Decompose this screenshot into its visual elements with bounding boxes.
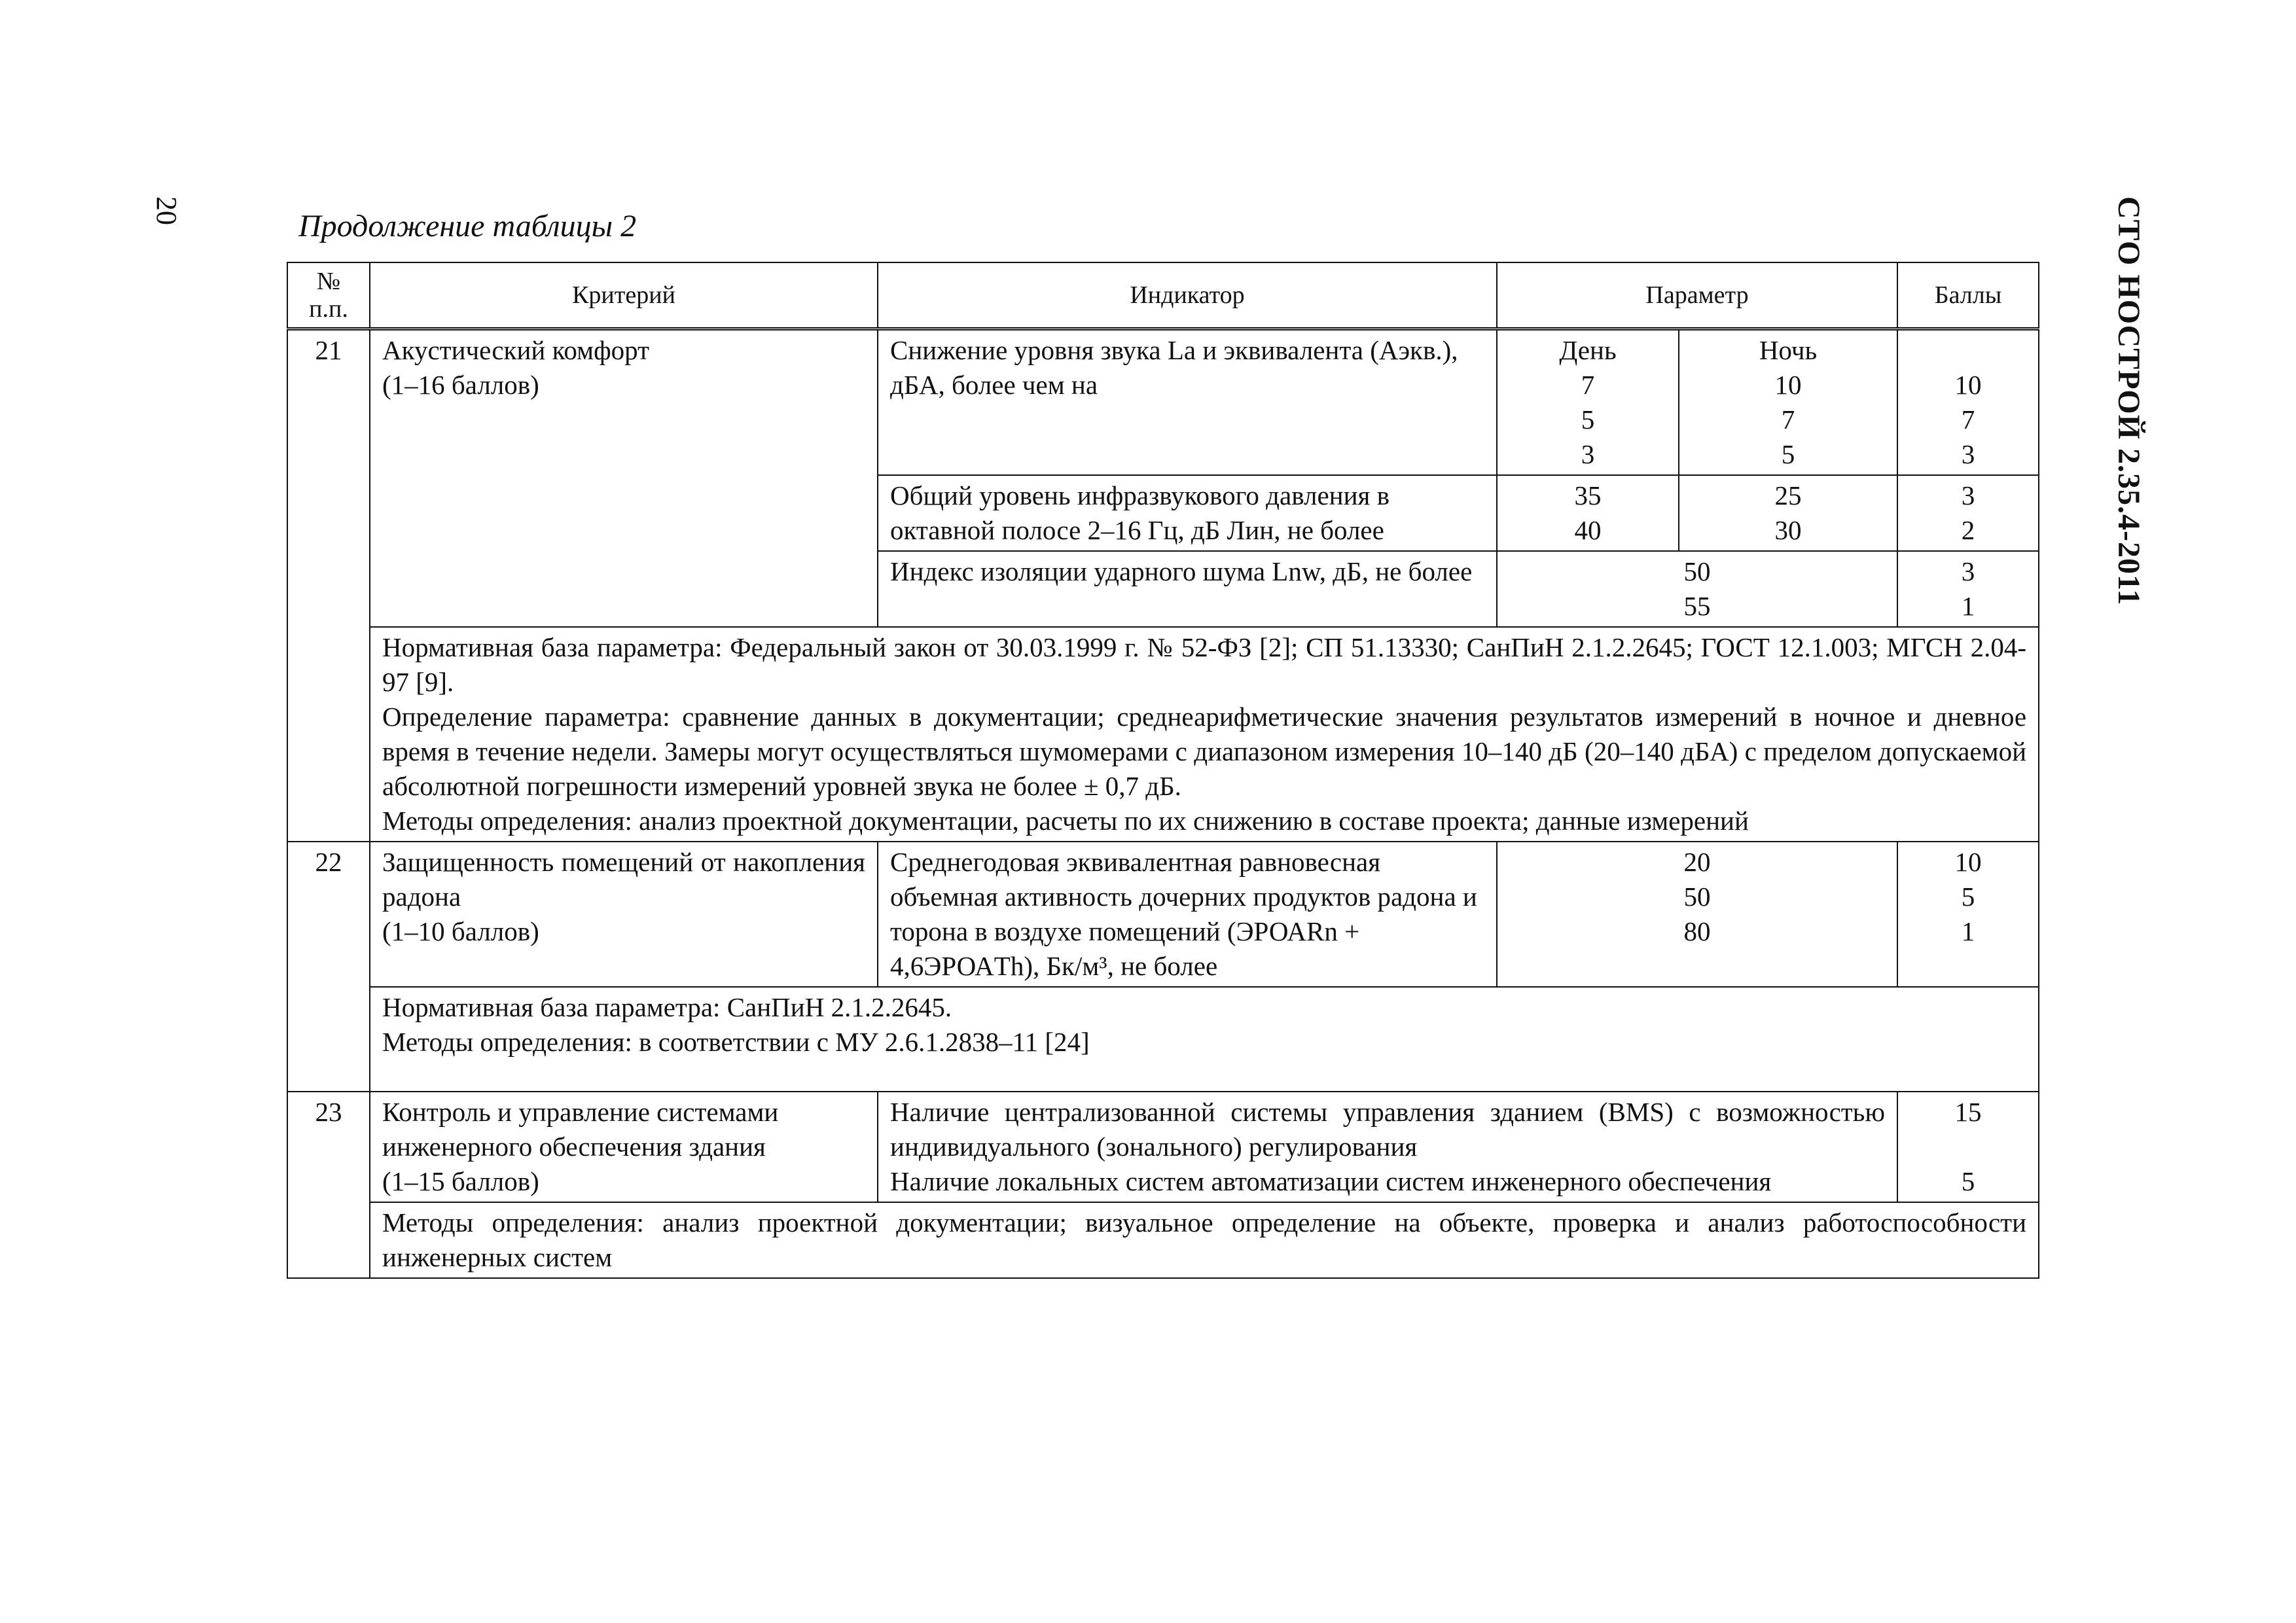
criterion-cell: Акустический комфорт (1–16 баллов): [370, 329, 878, 628]
points-cell: 10 7 3: [1897, 329, 2039, 476]
day-values: 7 5 3: [1581, 370, 1595, 469]
table-row: [287, 1202, 2039, 1278]
header-indicator: Индикатор: [878, 262, 1497, 329]
indicator-local: Наличие локальных систем автоматизации систем инженерного обеспечения: [890, 1166, 1772, 1196]
table-row: [287, 1092, 2039, 1202]
note-normative: Нормативная база параметра: СанПиН 2.1.2.2645.: [382, 992, 952, 1022]
document-code: СТО НОСТРОЙ 2.35.4-2011: [2111, 196, 2146, 606]
row-number: 23: [287, 1092, 370, 1278]
note-methods: Методы определения: анализ проектной документации, расчеты по их снижению в составе проекта; данные измерений: [382, 806, 1749, 836]
note-definition: Определение параметра: сравнение данных в документации; среднеарифметические значения результатов измерений в ночное и дневное время в течение недели. Замеры могут осуществляться шумомерами с диапазоном измерения 10–140 дБ (20–140 дБА) с пределом допускаемой абсолютной погрешности измерений уровней звука не более ± 0,7 дБ.: [382, 702, 2027, 801]
indicator-bms: Наличие централизованной системы управления зданием (BMS) с возможностью индивидуального (зонального) регулирования: [890, 1097, 1886, 1162]
header-parameter: Параметр: [1497, 262, 1897, 329]
header-num: № п.п.: [287, 262, 370, 329]
indicator-cell: Снижение уровня звука La и эквивалента (Aэкв.), дБА, более чем на: [878, 329, 1497, 476]
notes-cell: [370, 627, 2039, 842]
table-row: [287, 842, 2039, 987]
criterion-cell: Защищенность помещений от накопления радона (1–10 баллов): [370, 842, 878, 987]
notes-cell: [370, 987, 2039, 1092]
param-day-cell: [1497, 329, 1679, 476]
indicator-cell: Индекс изоляции ударного шума Lnw, дБ, не более: [878, 551, 1497, 627]
note-normative: Нормативная база параметра: Федеральный закон от 30.03.1999 г. № 52-ФЗ [2]; СП 51.13330; СанПиН 2.1.2.2645; ГОСТ 12.1.003; МГСН 2.04-97 [9].: [382, 632, 2027, 697]
table-caption: Продолжение таблицы 2: [298, 209, 637, 243]
day-label: День: [1559, 335, 1617, 365]
header-points: Баллы: [1897, 262, 2039, 329]
criterion-cell: Контроль и управление системами инженерного обеспечения здания (1–15 баллов): [370, 1092, 878, 1202]
points-cell: 3 2: [1897, 475, 2039, 551]
notes-cell: [370, 1202, 2039, 1278]
indicator-cell: Общий уровень инфразвукового давления в октавной полосе 2–16 Гц, дБ Лин, не более: [878, 475, 1497, 551]
night-label: Ночь: [1759, 335, 1818, 365]
param-day-cell: 35 40: [1497, 475, 1679, 551]
header-criterion: Критерий: [370, 262, 878, 329]
points-cell: 10 5 1: [1897, 842, 2039, 987]
points-bms: 15: [1954, 1097, 1982, 1127]
table-header-row: [287, 262, 2039, 329]
criteria-table: [287, 262, 2039, 1279]
param-night-cell: 25 30: [1679, 475, 1897, 551]
row-number: 22: [287, 842, 370, 1092]
page-number: 20: [151, 196, 183, 225]
note-methods: Методы определения: в соответствии с МУ 2.6.1.2838–11 [24]: [382, 1027, 1090, 1057]
points-cell: [1897, 1092, 2039, 1202]
points-local: 5: [1961, 1166, 1975, 1196]
indicator-cell: [878, 1092, 1897, 1202]
note-methods: Методы определения: анализ проектной документации; визуальное определение на объекте, проверка и анализ работоспособности инженерных систем: [382, 1207, 2027, 1272]
indicator-cell: Среднегодовая эквивалентная равновесная объемная активность дочерних продуктов радона и торона в воздухе помещений (ЭРОАRn + 4,6ЭРОАTh), Бк/м³, не более: [878, 842, 1497, 987]
night-values: 10 7 5: [1774, 370, 1802, 469]
table-row: [287, 987, 2039, 1092]
table-row: [287, 627, 2039, 842]
param-cell: 20 50 80: [1497, 842, 1897, 987]
table-row: [287, 329, 2039, 476]
row-number: 21: [287, 329, 370, 842]
points-cell: 3 1: [1897, 551, 2039, 627]
param-night-cell: [1679, 329, 1897, 476]
param-cell: 50 55: [1497, 551, 1897, 627]
